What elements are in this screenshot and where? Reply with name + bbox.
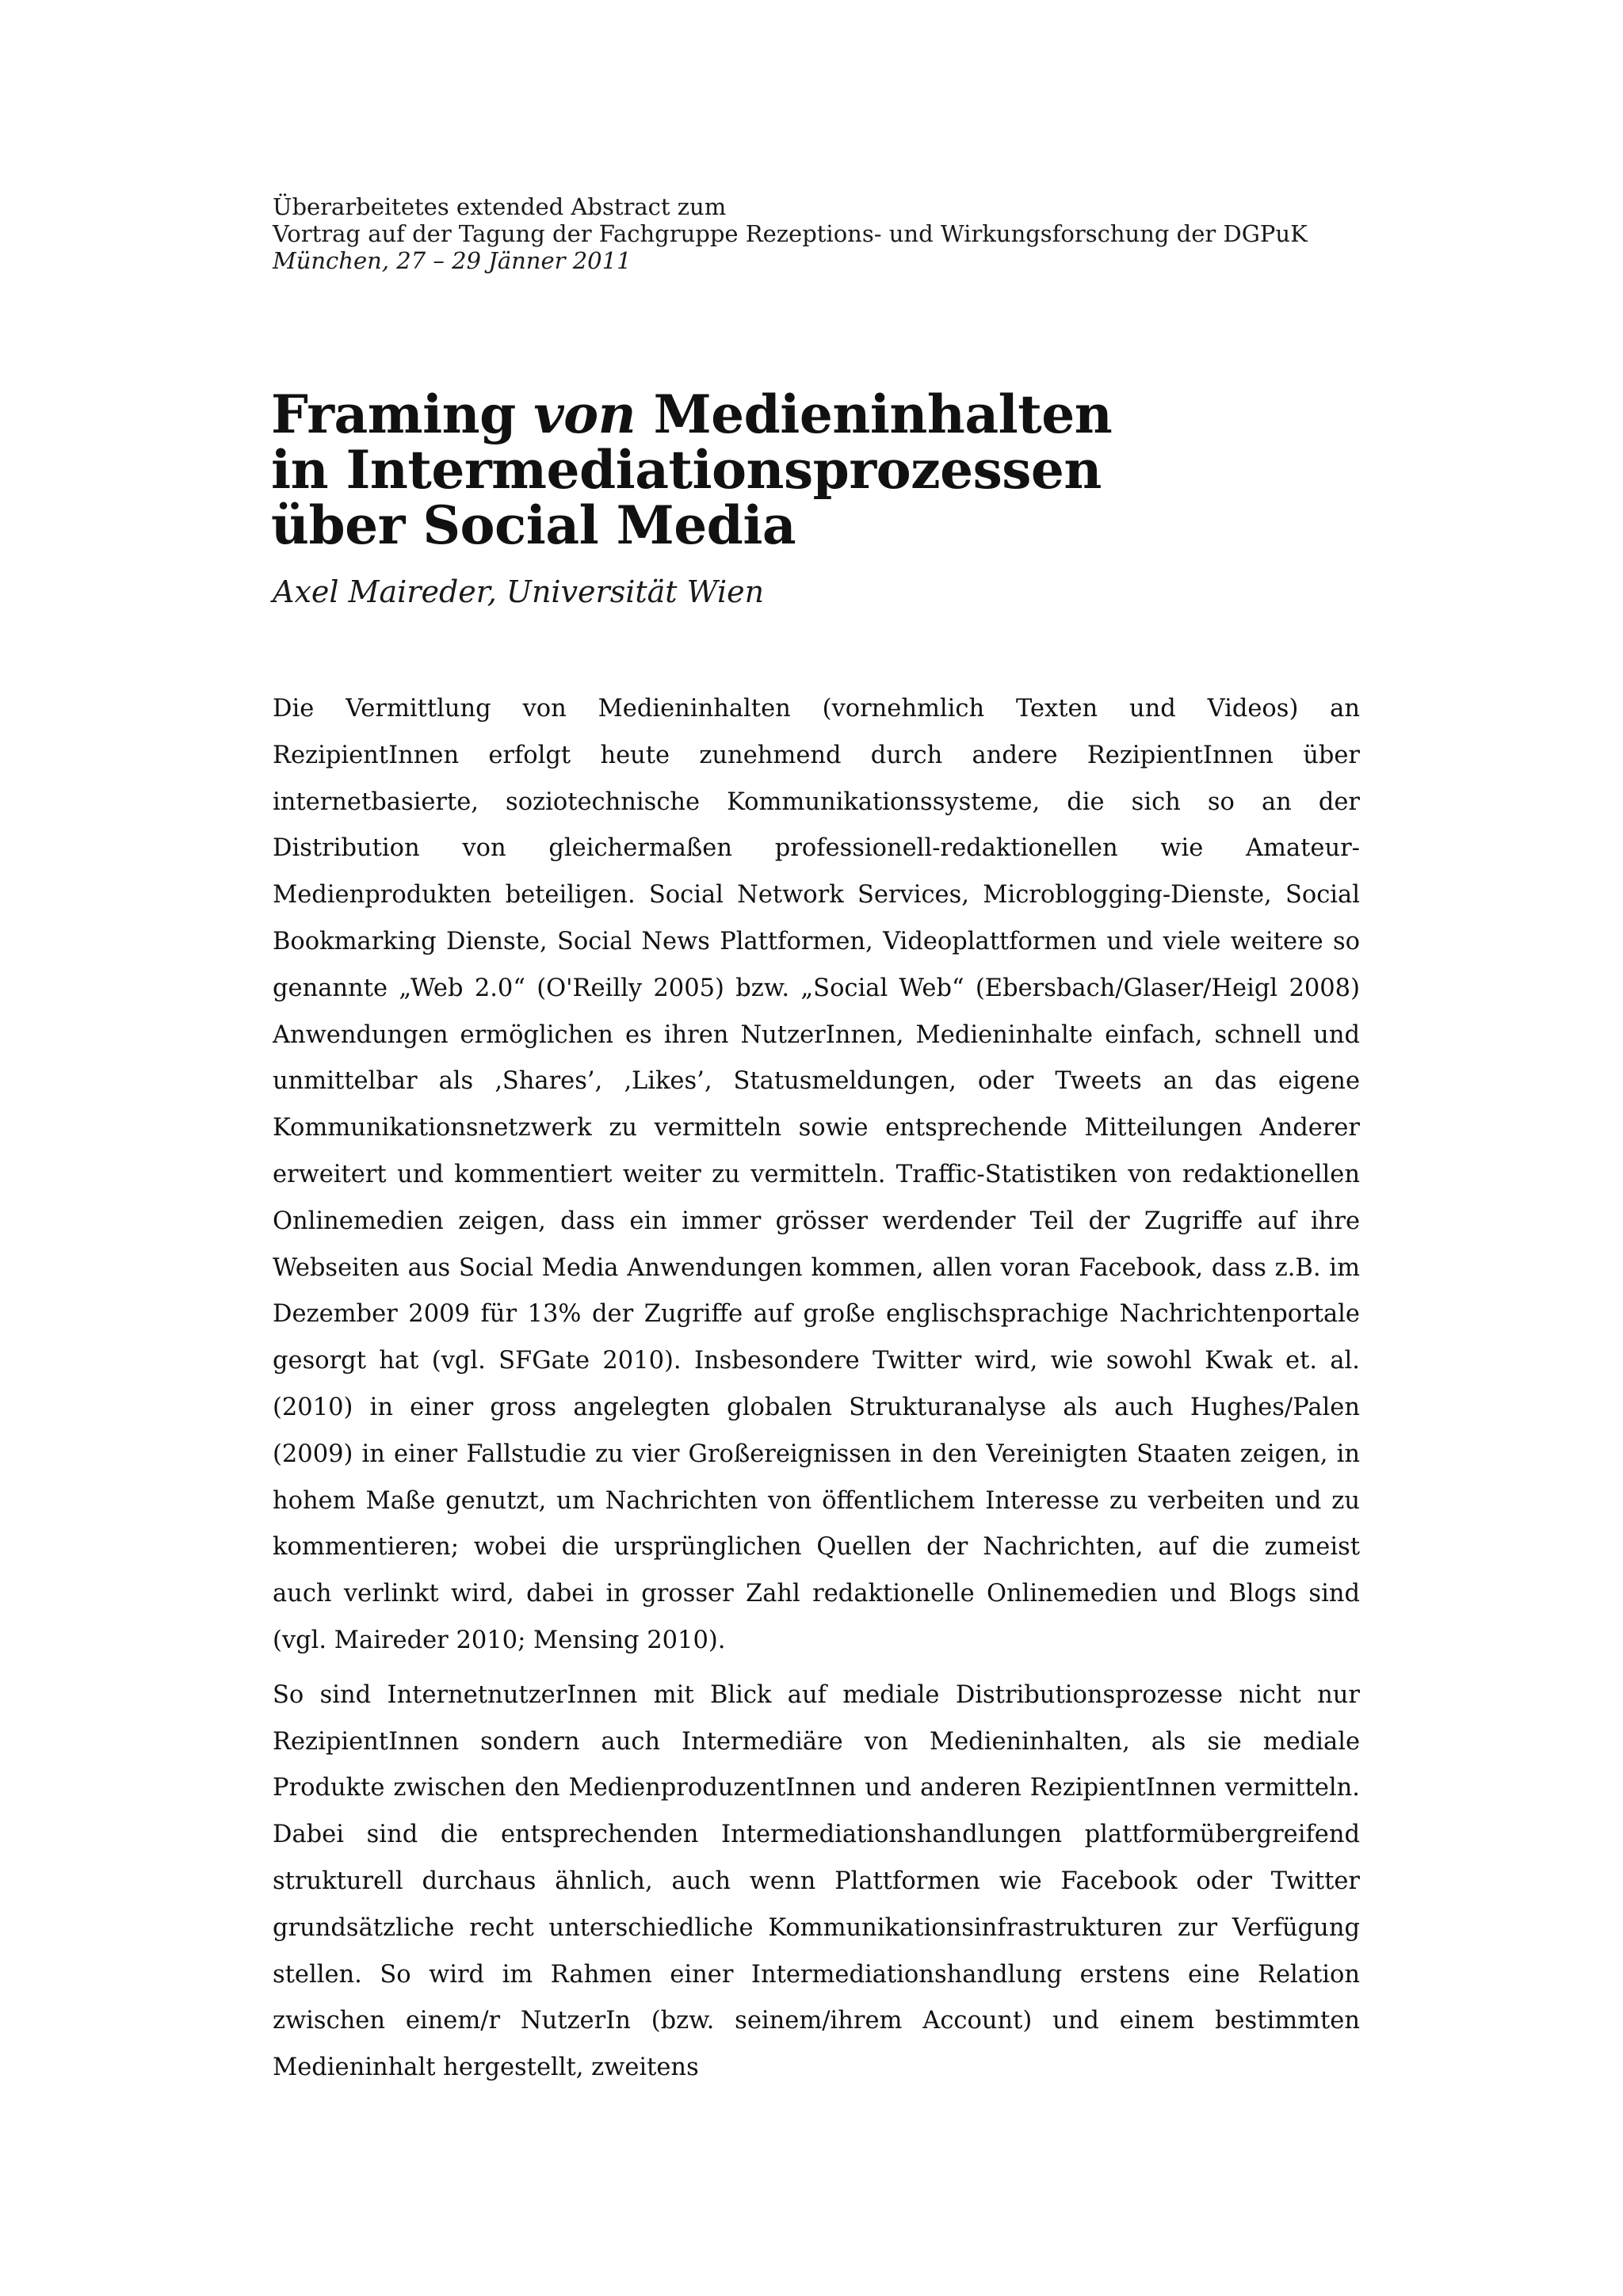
body-paragraph-2: So sind InternetnutzerInnen mit Blick auf mediale Distributionsprozesse nicht nur RezipientInnen sondern auch Intermediäre von Medieninhalten, als sie mediale Produkte zwischen den MedienproduzentInnen und anderen RezipientInnen vermitteln. Dabei sind die entsprechenden Intermediationshandlungen plattformübergreifend strukturell durchaus ähnlich, auch wenn Plattformen wie Facebook oder Twitter grundsätzliche recht unterschiedliche Kommunikationsinfrastrukturen zur Verfügung stellen. So wird im Rahmen einer Intermediationshandlung erstens eine Relation zwischen einem/r NutzerIn (bzw. seinem/ihrem Account) und einem bestimmten Medieninhalt hergestellt, zweitens (273, 1680, 1360, 2082)
title-line-1-italic: von (533, 383, 636, 445)
header-line-1: Überarbeitetes extended Abstract zum (273, 193, 727, 220)
body-text (273, 686, 1360, 2100)
title-line-3: über Social Media (271, 494, 796, 556)
title-line-2: in Intermediationsprozessen (271, 439, 1102, 501)
title-line-1-end: Medieninhalten (636, 383, 1113, 445)
body-paragraph-1: Die Vermittlung von Medieninhalten (vornehmlich Texten und Videos) an RezipientInnen erfolgt heute zunehmend durch andere RezipientInnen über internetbasierte, soziotechnische Kommunikationssysteme, die sich so an der Distribution von gleichermaßen professionell-redaktionellen wie Amateur-Medienprodukten beteiligen. Social Network Services, Microblogging-Dienste, Social Bookmarking Dienste, Social News Plattformen, Videoplattformen und viele weitere so genannte „Web 2.0“ (O'Reilly 2005) bzw. „Social Web“ (Ebersbach/Glaser/Heigl 2008) Anwendungen ermöglichen es ihren NutzerInnen, Medieninhalte einfach, schnell und unmittelbar als ‚Shares’, ‚Likes’, Statusmeldungen, oder Tweets an das eigene Kommunikationsnetzwerk zu vermitteln sowie entsprechende Mitteilungen Anderer erweitert und kommentiert weiter zu vermitteln. Traffic-Statistiken von redaktionellen Onlinemedien zeigen, dass ein immer grösser werdender Teil der Zugriffe auf ihre Webseiten aus Social Media Anwendungen kommen, allen voran Facebook, dass z.B. im Dezember 2009 für 13% der Zugriffe auf große englischsprachige Nachrichtenportale gesorgt hat (vgl. SFGate 2010). Insbesondere Twitter wird, wie sowohl Kwak et. al. (2010) in einer gross angelegten globalen Strukturanalyse als auch Hughes/Palen (2009) in einer Fallstudie zu vier Großereignissen in den Vereinigten Staaten zeigen, in hohem Maße genutzt, um Nachrichten von öffentlichem Interesse zu verbeiten und zu kommentieren; wobei die ursprünglichen Quellen der Nachrichten, auf die zumeist auch verlinkt wird, dabei in grosser Zahl redaktionelle Onlinemedien und Blogs sind (vgl. Maireder 2010; Mensing 2010). (273, 695, 1360, 1654)
author-affiliation: Axel Maireder, Universität Wien (273, 574, 765, 609)
header-line-2: Vortrag auf der Tagung der Fachgruppe Rezeptions- und Wirkungsforschung der DGPuK (273, 220, 1308, 247)
paper-title (271, 383, 1381, 556)
title-line-1-start: Framing (271, 383, 534, 445)
conference-header (273, 193, 1366, 274)
header-date-line: München, 27 – 29 Jänner 2011 (273, 247, 632, 274)
title-line-1 (271, 383, 1381, 445)
